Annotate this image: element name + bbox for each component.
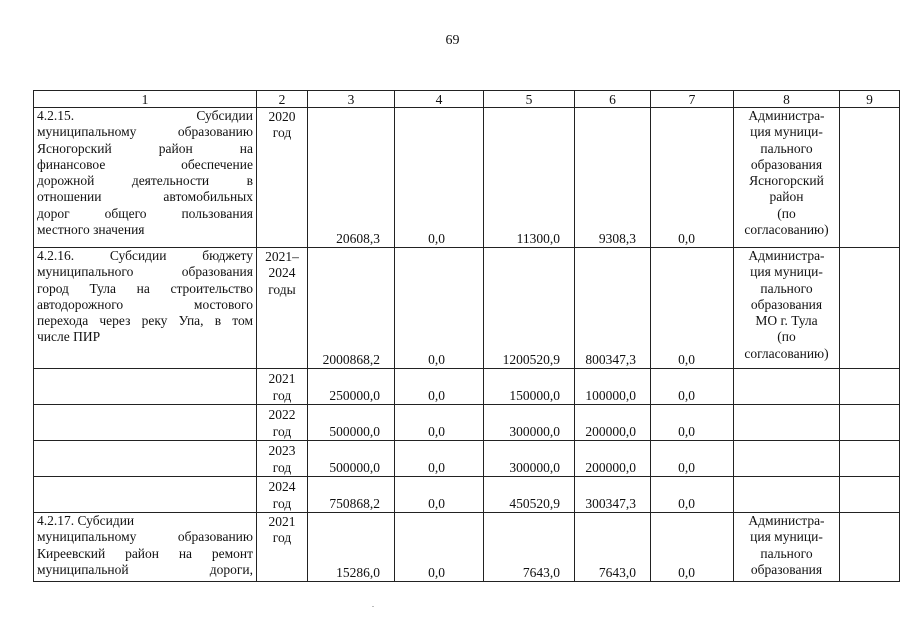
executor-line: Администра- <box>748 248 825 263</box>
empty-cell <box>734 405 840 441</box>
amount-col6: 100000,0 <box>575 369 651 405</box>
header-cell: 9 <box>840 91 900 108</box>
amount-col7: 0,0 <box>651 369 734 405</box>
text-line: город Тула на строительство <box>37 280 253 296</box>
empty-cell <box>840 477 900 513</box>
amount-col4: 0,0 <box>395 513 484 582</box>
period-cell <box>257 405 308 441</box>
text-line: местного значения <box>37 222 145 238</box>
header-cell: 7 <box>651 91 734 108</box>
page-number: 69 <box>445 33 460 48</box>
header-cell: 1 <box>34 91 257 108</box>
empty-cell <box>734 477 840 513</box>
period-cell <box>257 369 308 405</box>
table-row <box>34 513 900 582</box>
amount-col7: 0,0 <box>651 248 734 369</box>
header-cell: 4 <box>395 91 484 108</box>
text-line: дорог общего пользования <box>37 205 253 221</box>
amount-col7: 0,0 <box>651 108 734 248</box>
period-line: год <box>272 530 292 546</box>
empty-cell <box>734 441 840 477</box>
period-line: год <box>272 460 292 475</box>
executor-line: ция муници- <box>750 529 823 545</box>
text-line: финансовое обеспечение <box>37 156 253 172</box>
header-cell: 8 <box>734 91 840 108</box>
empty-cell <box>34 405 257 441</box>
text-line: 4.2.17. Субсидии <box>37 513 135 528</box>
amount-col5: 150000,0 <box>484 369 575 405</box>
executor-line: Администра- <box>748 513 825 528</box>
period-line: 2023 <box>268 443 296 458</box>
empty-cell <box>34 369 257 405</box>
amount-col6: 7643,0 <box>575 513 651 582</box>
executor-cell <box>734 248 840 369</box>
executor-cell <box>734 513 840 582</box>
amount-total: 250000,0 <box>308 369 395 405</box>
period-line: год <box>272 496 292 511</box>
empty-cell <box>840 405 900 441</box>
amount-col7: 0,0 <box>651 513 734 582</box>
period-line: 2021 <box>268 514 296 529</box>
amount-col5: 1200520,9 <box>484 248 575 369</box>
executor-line: образования <box>750 156 823 172</box>
executor-line: (по <box>777 329 796 345</box>
amount-col6: 300347,3 <box>575 477 651 513</box>
period-line: 2024 <box>268 265 296 281</box>
empty-cell <box>734 369 840 405</box>
text-line: Киреевский район на ремонт <box>37 545 253 561</box>
table-row <box>34 477 900 513</box>
table-row <box>34 248 900 369</box>
header-cell: 3 <box>308 91 395 108</box>
table-row <box>34 369 900 405</box>
empty-cell <box>840 513 900 582</box>
executor-line: Администра- <box>748 108 825 123</box>
empty-cell <box>840 248 900 369</box>
period-line: год <box>272 125 292 141</box>
amount-total: 500000,0 <box>308 405 395 441</box>
amount-col5: 300000,0 <box>484 441 575 477</box>
text-line: 4.2.15. Субсидии <box>37 108 253 123</box>
amount-col6: 800347,3 <box>575 248 651 369</box>
executor-line: район <box>769 189 804 205</box>
text-line: автодорожного мостового <box>37 296 253 312</box>
executor-line: пального <box>760 545 813 561</box>
period-line: год <box>272 388 292 403</box>
header-cell: 5 <box>484 91 575 108</box>
text-line: муниципального образования <box>37 264 253 280</box>
text-line: Ясногорский район на <box>37 140 253 156</box>
amount-total: 2000868,2 <box>308 248 395 369</box>
executor-line: ция муници- <box>750 264 823 280</box>
period-cell <box>257 513 308 582</box>
executor-line: пального <box>760 280 813 296</box>
period-line: 2024 <box>268 479 296 494</box>
period-line: годы <box>268 281 296 297</box>
amount-col4: 0,0 <box>395 248 484 369</box>
period-cell <box>257 248 308 369</box>
executor-line: ция муници- <box>750 124 823 140</box>
period-line: 2022 <box>268 407 296 422</box>
executor-cell <box>734 108 840 248</box>
header-cell: 2 <box>257 91 308 108</box>
period-cell <box>257 477 308 513</box>
amount-col7: 0,0 <box>651 405 734 441</box>
header-row <box>34 91 900 108</box>
table-row <box>34 441 900 477</box>
text-line: числе ПИР <box>37 329 101 345</box>
amount-total: 500000,0 <box>308 441 395 477</box>
text-line: дорожной деятельности в <box>37 173 253 189</box>
scan-speck <box>372 606 374 607</box>
amount-col4: 0,0 <box>395 369 484 405</box>
amount-col6: 200000,0 <box>575 441 651 477</box>
amount-col4: 0,0 <box>395 108 484 248</box>
empty-cell <box>840 369 900 405</box>
amount-col5: 300000,0 <box>484 405 575 441</box>
text-line: перехода через реку Упа, в том <box>37 313 253 329</box>
period-cell <box>257 108 308 248</box>
period-line: 2020 <box>268 109 296 124</box>
amount-col4: 0,0 <box>395 405 484 441</box>
executor-line: МО г. Тула <box>755 313 818 329</box>
executor-line: образования <box>750 561 823 577</box>
measure-name <box>34 108 257 248</box>
executor-line: (по <box>777 205 796 221</box>
text-line: муниципальной дороги, <box>37 561 253 577</box>
amount-col6: 9308,3 <box>575 108 651 248</box>
amount-col4: 0,0 <box>395 477 484 513</box>
text-line: муниципальному образованию <box>37 529 253 545</box>
period-line: 2021 <box>268 371 296 386</box>
amount-col7: 0,0 <box>651 441 734 477</box>
executor-line: согласованию) <box>744 222 829 238</box>
measure-name <box>34 513 257 582</box>
amount-col4: 0,0 <box>395 441 484 477</box>
table-row <box>34 405 900 441</box>
executor-line: Ясногорский <box>749 173 824 189</box>
empty-cell <box>840 441 900 477</box>
amount-col6: 200000,0 <box>575 405 651 441</box>
amount-col7: 0,0 <box>651 477 734 513</box>
measure-name <box>34 248 257 369</box>
budget-table <box>33 90 900 582</box>
text-line: муниципальному образованию <box>37 124 253 140</box>
executor-line: согласованию) <box>744 345 829 361</box>
header-cell: 6 <box>575 91 651 108</box>
text-line: 4.2.16. Субсидии бюджету <box>37 248 253 263</box>
empty-cell <box>34 441 257 477</box>
text-line: отношении автомобильных <box>37 189 253 205</box>
amount-total: 750868,2 <box>308 477 395 513</box>
empty-cell <box>34 477 257 513</box>
empty-cell <box>840 108 900 248</box>
period-cell <box>257 441 308 477</box>
table-row <box>34 108 900 248</box>
period-line: год <box>272 424 292 439</box>
executor-line: образования <box>750 296 823 312</box>
amount-col5: 450520,9 <box>484 477 575 513</box>
amount-total: 20608,3 <box>308 108 395 248</box>
period-line: 2021– <box>265 249 299 264</box>
amount-col5: 11300,0 <box>484 108 575 248</box>
amount-total: 15286,0 <box>308 513 395 582</box>
amount-col5: 7643,0 <box>484 513 575 582</box>
executor-line: пального <box>760 140 813 156</box>
